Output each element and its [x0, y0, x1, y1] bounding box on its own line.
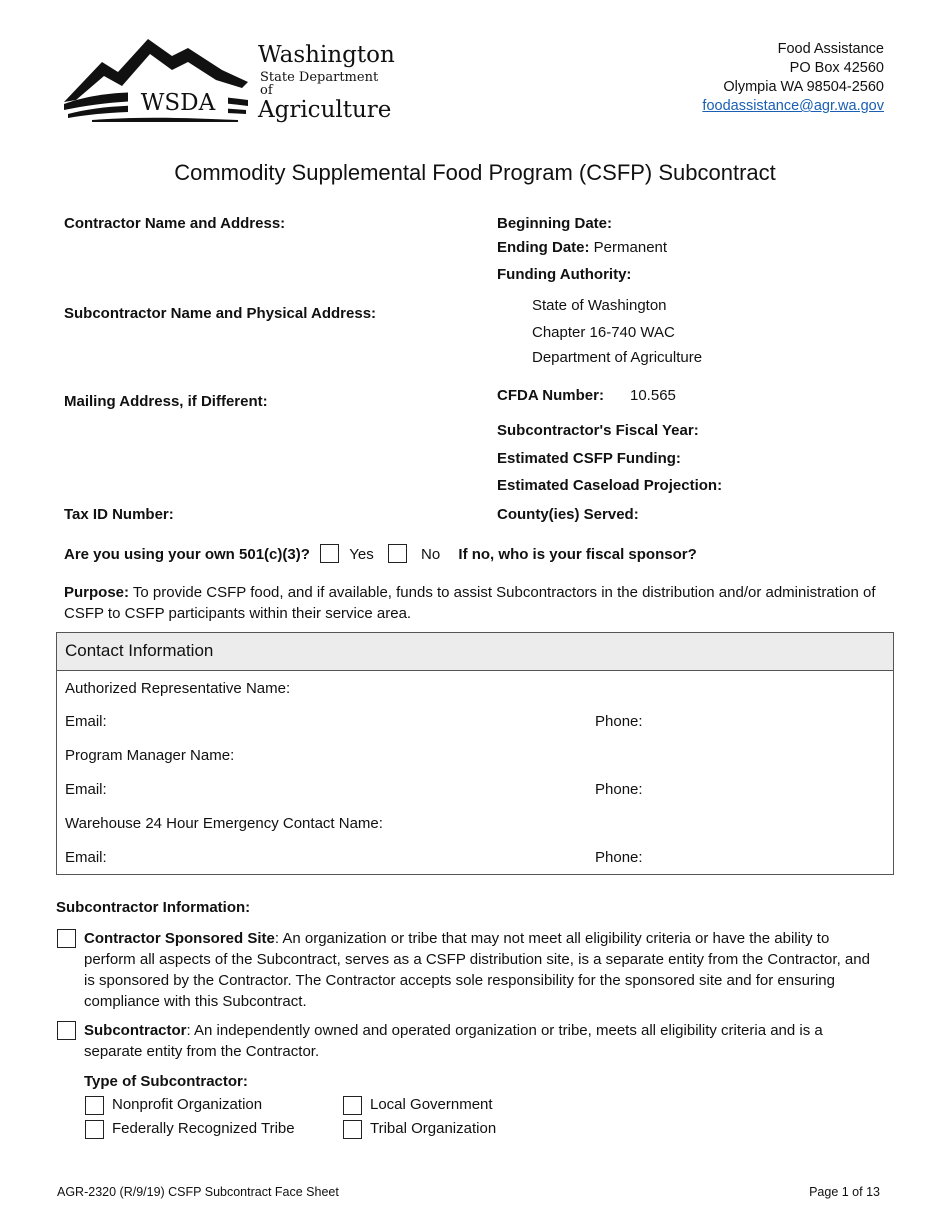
- federal-tribe-label: Federally Recognized Tribe: [112, 1120, 295, 1137]
- purpose-label: Purpose:: [64, 584, 130, 601]
- no-label: No: [421, 546, 441, 563]
- funding-line: Department of Agriculture: [532, 349, 703, 366]
- funding-line: State of Washington: [532, 297, 667, 314]
- local-government-checkbox[interactable]: [343, 1096, 362, 1115]
- subcontractor-info-heading: Subcontractor Information:: [56, 899, 251, 916]
- logo-line-2: State Department of: [260, 70, 379, 98]
- program-manager-phone-label: Phone:: [595, 781, 643, 798]
- program-manager-email-label: Email:: [65, 781, 107, 798]
- subcontractor-text: : An independently owned and operated organization or tribe, meets all eligibility criteria and is a separate entity from the Contractor.: [84, 1022, 823, 1060]
- local-government-label: Local Government: [370, 1096, 493, 1113]
- contact-info-heading: Contact Information: [57, 633, 893, 671]
- tax-id-label: Tax ID Number:: [64, 506, 174, 523]
- auth-rep-phone-label: Phone:: [595, 713, 643, 730]
- purpose-text: To provide CSFP food, and if available, funds to assist Subcontractors in the distribution and/or administration of CSFP to CSFP participants within their service area.: [64, 584, 876, 622]
- sponsored-site-text: : An organization or tribe that may not meet all eligibility criteria or have the ability to perform all aspects of the Subcontract, serves as a CSFP distribution site, is a separate entity from the Contractor, and is sponsored by the Contractor. The Contractor accepts sole responsibility for the sponsored site and for ensuring compliance with this Subcontract.: [84, 930, 870, 1010]
- email-link[interactable]: foodassistance@agr.wa.gov: [702, 98, 884, 114]
- ending-date-label: Ending Date:: [497, 239, 590, 256]
- auth-rep-name-label: Authorized Representative Name:: [65, 680, 291, 697]
- estimated-caseload-label: Estimated Caseload Projection:: [497, 477, 723, 494]
- type-of-subcontractor-heading: Type of Subcontractor:: [84, 1073, 248, 1090]
- nonprofit-label: Nonprofit Organization: [112, 1096, 263, 1113]
- sponsored-site-option: [84, 928, 884, 1012]
- tribal-organization-label: Tribal Organization: [370, 1120, 497, 1137]
- estimated-funding-label: Estimated CSFP Funding:: [497, 450, 681, 467]
- wsda-logo: [62, 36, 395, 123]
- subcontractor-checkbox[interactable]: [57, 1021, 76, 1040]
- yes-checkbox[interactable]: [320, 544, 339, 563]
- warehouse-contact-name-label: Warehouse 24 Hour Emergency Contact Name:: [65, 815, 383, 832]
- ending-date-value: Permanent: [593, 239, 668, 256]
- page-title: Commodity Supplemental Food Program (CSFP) Subcontract: [174, 160, 776, 185]
- page-number: Page 1 of 13: [809, 1185, 880, 1199]
- question-501c3: [64, 544, 697, 563]
- cfda-value: 10.565: [630, 387, 676, 404]
- svg-text:WSDA: WSDA: [140, 90, 216, 116]
- form-id: AGR-2320 (R/9/19) CSFP Subcontract Face Sheet: [57, 1185, 339, 1199]
- subcontractor-address-label: Subcontractor Name and Physical Address:: [64, 305, 377, 322]
- contact-info-section: [56, 632, 894, 875]
- counties-served-label: County(ies) Served:: [497, 506, 639, 523]
- auth-rep-email-label: Email:: [65, 713, 107, 730]
- nonprofit-checkbox[interactable]: [85, 1096, 104, 1115]
- city-line: Olympia WA 98504-2560: [723, 79, 884, 95]
- funding-line: Chapter 16-740 WAC: [532, 324, 675, 341]
- federal-tribe-checkbox[interactable]: [85, 1120, 104, 1139]
- warehouse-phone-label: Phone:: [595, 849, 643, 866]
- fiscal-year-label: Subcontractor's Fiscal Year:: [497, 422, 699, 439]
- fiscal-sponsor-label: If no, who is your fiscal sponsor?: [458, 546, 697, 563]
- ending-date: [497, 239, 667, 256]
- mailing-address-label: Mailing Address, if Different:: [64, 393, 268, 410]
- logo-line-3: Agriculture: [258, 97, 392, 123]
- cfda-label: CFDA Number:: [497, 387, 604, 404]
- tribal-organization-checkbox[interactable]: [343, 1120, 362, 1139]
- mountain-logo-icon: [62, 36, 252, 122]
- po-box: PO Box 42560: [789, 60, 884, 76]
- warehouse-email-label: Email:: [65, 849, 107, 866]
- funding-authority-label: Funding Authority:: [497, 266, 632, 283]
- header-address: [702, 40, 884, 116]
- sponsored-site-label: Contractor Sponsored Site: [84, 930, 275, 947]
- yes-label: Yes: [349, 546, 374, 563]
- office-name: Food Assistance: [777, 41, 884, 57]
- logo-line-1: Washington: [258, 42, 395, 68]
- purpose-paragraph: [64, 582, 904, 624]
- no-checkbox[interactable]: [388, 544, 407, 563]
- question-501c3-label: Are you using your own 501(c)(3)?: [64, 546, 310, 563]
- program-manager-name-label: Program Manager Name:: [65, 747, 235, 764]
- subcontractor-label: Subcontractor: [84, 1022, 187, 1039]
- beginning-date-label: Beginning Date:: [497, 215, 612, 232]
- subcontractor-option: [84, 1020, 884, 1062]
- contractor-name-label: Contractor Name and Address:: [64, 215, 286, 232]
- sponsored-site-checkbox[interactable]: [57, 929, 76, 948]
